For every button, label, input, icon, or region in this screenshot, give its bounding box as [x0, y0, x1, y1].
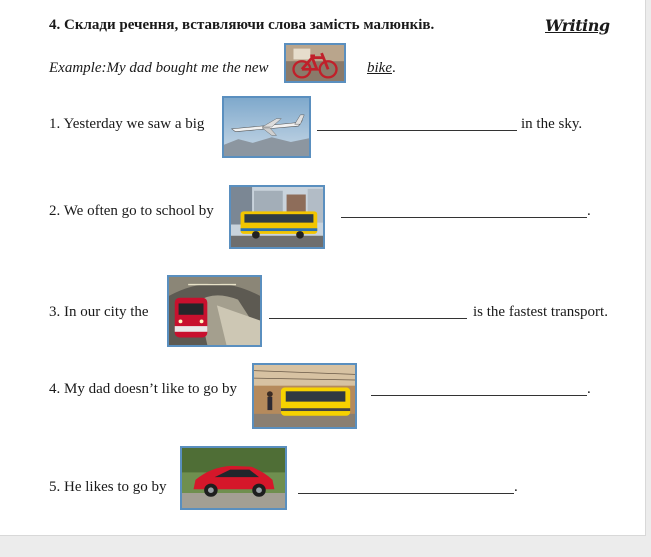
car-picture-icon [180, 446, 287, 510]
sentence-5-end: . [514, 479, 518, 495]
writing-badge: Writing [545, 16, 610, 35]
sentence-3-blank[interactable] [269, 318, 467, 319]
tram-picture-icon [252, 363, 357, 429]
bike-picture-icon [284, 43, 346, 83]
example-answer-word: bike [367, 60, 392, 76]
sentence-4-start: 4. My dad doesn’t like to go by [49, 381, 238, 397]
metro-picture-icon [167, 275, 262, 347]
sentence-1-blank[interactable] [317, 130, 517, 131]
airplane-picture-icon [222, 96, 311, 158]
bus-picture-icon [229, 185, 325, 249]
example-answer [367, 60, 396, 77]
sentence-4-blank[interactable] [371, 395, 587, 396]
sentence-4-end: . [587, 381, 591, 397]
sentence-2-end: . [587, 203, 591, 219]
sentence-5-start: 5. He likes to go by [49, 479, 167, 495]
example-text: Example:My dad bought me the new [49, 60, 269, 76]
sentence-5-blank[interactable] [298, 493, 514, 494]
example-answer-dot: . [391, 60, 396, 76]
sentence-2-start: 2. We often go to school by [49, 203, 214, 219]
task-title: 4. Склади речення, вставляючи слова замість малюнків. [49, 17, 435, 33]
sentence-1-end: in the sky. [521, 116, 583, 132]
sentence-3-end: is the fastest transport. [473, 304, 608, 320]
sentence-1-start: 1. Yesterday we saw a big [49, 116, 205, 132]
sentence-3-start: 3. In our city the [49, 304, 149, 320]
sentence-2-blank[interactable] [341, 217, 587, 218]
